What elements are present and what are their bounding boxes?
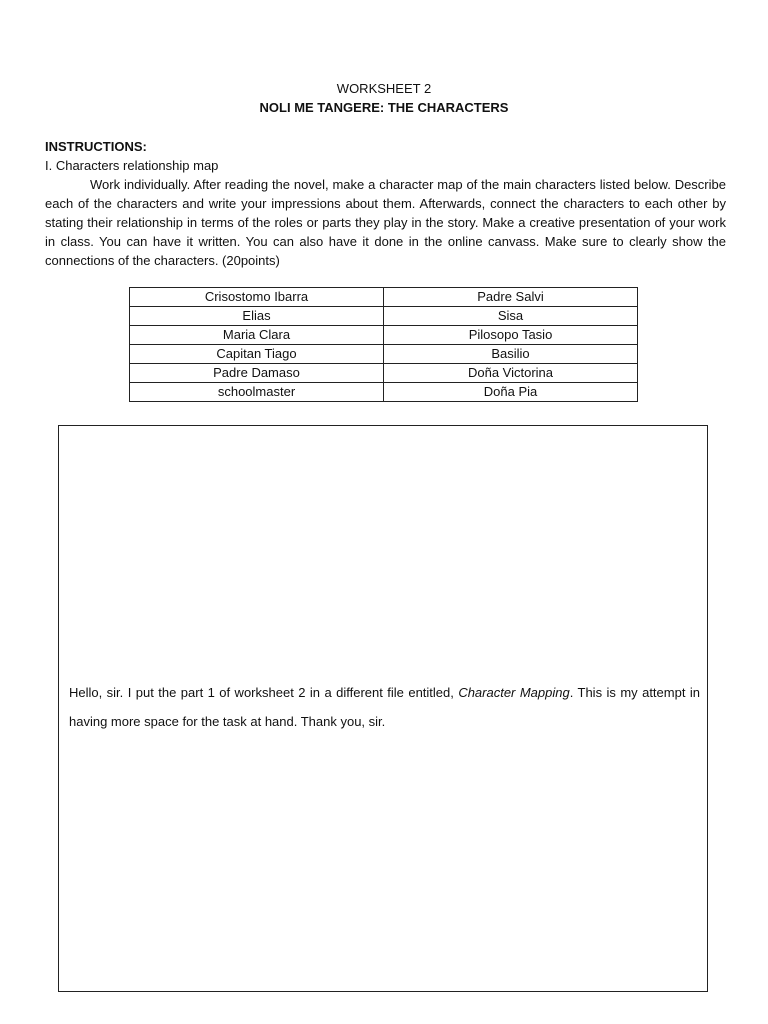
table-cell: Doña Pia bbox=[384, 383, 638, 402]
table-cell: Maria Clara bbox=[130, 326, 384, 345]
table-row bbox=[130, 345, 638, 364]
table-cell: schoolmaster bbox=[130, 383, 384, 402]
table-row bbox=[130, 364, 638, 383]
instructions-body: Work individually. After reading the novel, make a character map of the main characters listed below. Describe each of the characters and write your impressions about them. Afterwards, connect the characters to each other by stating their relationship in terms of the roles or parts they play in the story. Make a creative presentation of your work in class. You can have it written. You can also have it done in the online canvass. Make sure to clearly show the connections of the characters. (20points) bbox=[45, 177, 726, 268]
table-cell: Capitan Tiago bbox=[130, 345, 384, 364]
part-label: I. Characters relationship map bbox=[45, 158, 219, 173]
answer-text bbox=[69, 678, 700, 736]
table-cell: Sisa bbox=[384, 307, 638, 326]
table-cell: Padre Damaso bbox=[130, 364, 384, 383]
worksheet-subtitle: NOLI ME TANGERE: THE CHARACTERS bbox=[259, 100, 509, 115]
worksheet-title: WORKSHEET 2 bbox=[336, 81, 432, 96]
answer-text-after: . This is my attempt in having more space for the task at hand. Thank you, sir. bbox=[69, 685, 701, 729]
table-row bbox=[130, 326, 638, 345]
table-cell: Pilosopo Tasio bbox=[384, 326, 638, 345]
table-cell: Elias bbox=[130, 307, 384, 326]
table-row bbox=[130, 307, 638, 326]
instructions-section bbox=[45, 137, 726, 270]
instructions-heading: INSTRUCTIONS: bbox=[45, 139, 147, 154]
table-cell: Crisostomo Ibarra bbox=[130, 288, 384, 307]
characters-table bbox=[129, 287, 638, 402]
answer-emphasis: Character Mapping bbox=[458, 685, 570, 700]
table-row bbox=[130, 288, 638, 307]
table-cell: Doña Victorina bbox=[384, 364, 638, 383]
table-cell: Basilio bbox=[384, 345, 638, 364]
answer-box bbox=[58, 425, 708, 992]
table-row bbox=[130, 383, 638, 402]
answer-text-before: Hello, sir. I put the part 1 of worksheet 2 in a different file entitled, bbox=[69, 685, 459, 700]
table-cell: Padre Salvi bbox=[384, 288, 638, 307]
